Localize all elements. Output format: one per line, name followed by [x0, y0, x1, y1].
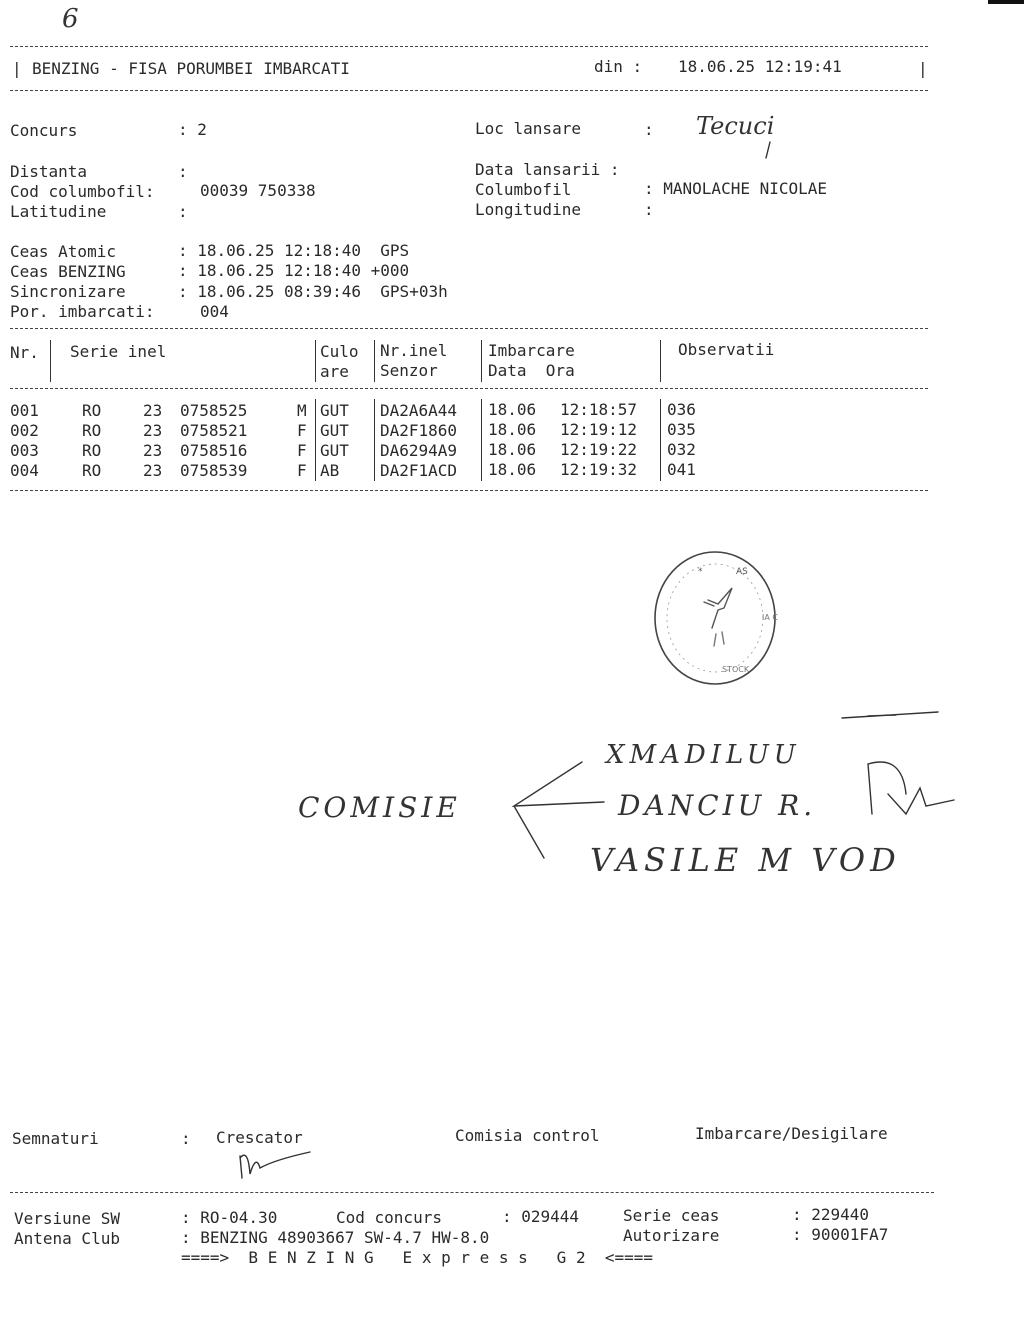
loc-lansare-colon: :	[644, 120, 654, 139]
row-data: 18.06	[488, 400, 537, 419]
ceas-atomic-label: Ceas Atomic	[10, 242, 116, 261]
seal-stamp	[652, 548, 782, 690]
row-tara: RO	[82, 461, 102, 480]
signature-dash	[838, 706, 948, 722]
row-an: 23	[143, 401, 163, 420]
semnaturi-label: Semnaturi	[12, 1129, 99, 1148]
footer-rule	[10, 1192, 934, 1193]
page-number-mark: 6	[62, 4, 79, 34]
col-header-are: are	[320, 362, 349, 381]
benzing-express-banner: ====> B E N Z I N G E x p r e s s G 2 <====	[181, 1248, 654, 1267]
loc-lansare-stroke	[760, 140, 780, 162]
svg-text:AS: AS	[736, 567, 748, 577]
sincronizare-value: : 18.06.25 08:39:46 GPS+03h	[178, 282, 448, 301]
row-tara: RO	[82, 441, 102, 460]
header-left-bar: |	[12, 59, 22, 78]
autorizare-value: : 90001FA7	[792, 1225, 889, 1244]
row-serie: 0758539	[180, 461, 248, 480]
row-an: 23	[143, 421, 163, 440]
row-data: 18.06	[488, 420, 537, 439]
por-imbarcati-value: 004	[200, 302, 229, 321]
antena-club-label: Antena Club	[14, 1229, 120, 1248]
commission-member-2: DANCIU R.	[618, 789, 817, 822]
row-sex: F	[297, 461, 307, 480]
row-obs: 032	[667, 440, 696, 459]
row-an: 23	[143, 441, 163, 460]
commission-member-1: XMADILUU	[606, 740, 801, 770]
col-divider-2	[315, 340, 316, 382]
ceas-benzing-label: Ceas BENZING	[10, 262, 126, 281]
row-culoare: GUT	[320, 441, 349, 460]
cod-columbofil-value: 00039 750338	[200, 181, 316, 200]
row-nr: 003	[10, 441, 39, 460]
row-nr: 002	[10, 421, 39, 440]
row-culoare: GUT	[320, 401, 349, 420]
header-right-bar: |	[918, 59, 928, 78]
cod-columbofil-label: Cod columbofil:	[10, 182, 155, 201]
distanta-label: Distanta	[10, 162, 88, 181]
longitudine-label: Longitudine	[475, 200, 581, 219]
col-header-culo: Culo	[320, 342, 359, 361]
svg-text:STOCK: STOCK	[722, 665, 750, 674]
versiune-sw-label: Versiune SW	[14, 1209, 120, 1228]
col-header-imbarcare: Imbarcare	[488, 341, 575, 360]
row-serie: 0758525	[180, 401, 248, 420]
imbarcare-desigilare-label: Imbarcare/Desigilare	[695, 1124, 888, 1143]
row-sex: M	[297, 401, 307, 420]
autorizare-label: Autorizare	[623, 1226, 720, 1245]
row-obs: 041	[667, 460, 696, 479]
row-nr: 001	[10, 401, 39, 420]
row-obs: 036	[667, 400, 696, 419]
din-value: 18.06.25 12:19:41	[678, 57, 842, 76]
header-bottom-rule	[10, 90, 928, 91]
concurs-value: : 2	[178, 120, 207, 139]
row-tara: RO	[82, 421, 102, 440]
latitudine-colon: :	[178, 202, 188, 221]
por-imbarcati-label: Por. imbarcati:	[10, 302, 155, 321]
row-ora: 12:19:22	[560, 440, 638, 459]
header-top-rule	[10, 46, 928, 47]
row-culoare: AB	[320, 461, 340, 480]
cod-concurs-label: Cod concurs	[336, 1208, 442, 1227]
col-header-senzor: Senzor	[380, 361, 438, 380]
svg-text:*: *	[698, 567, 703, 577]
comisia-control-label: Comisia control	[455, 1126, 600, 1145]
col-divider-4	[481, 340, 482, 382]
edge-mark	[988, 0, 1024, 4]
row-sex: F	[297, 441, 307, 460]
longitudine-colon: :	[644, 200, 654, 219]
serie-ceas-label: Serie ceas	[623, 1206, 720, 1225]
row-serie: 0758521	[180, 421, 248, 440]
row-ora: 12:19:12	[560, 420, 638, 439]
sincronizare-label: Sincronizare	[10, 282, 126, 301]
concurs-label: Concurs	[10, 121, 78, 140]
columbofil-label: Columbofil	[475, 180, 572, 199]
columbofil-value: : MANOLACHE NICOLAE	[644, 179, 828, 198]
row-tara: RO	[82, 401, 102, 420]
comisie-handwritten: COMISIE	[298, 791, 461, 824]
col-header-data-ora: Data Ora	[488, 361, 575, 380]
serie-ceas-value: : 229440	[792, 1205, 870, 1224]
data-lansarii-label: Data lansarii :	[475, 160, 620, 179]
row-culoare: GUT	[320, 421, 349, 440]
ceas-atomic-value: : 18.06.25 12:18:40 GPS	[178, 241, 410, 260]
document-title: BENZING - FISA PORUMBEI IMBARCATI	[32, 59, 350, 78]
crescator-signature	[234, 1146, 318, 1182]
ceas-benzing-value: : 18.06.25 12:18:40 +000	[178, 261, 410, 280]
row-senzor: DA2F1860	[380, 421, 458, 440]
col-divider-5	[660, 340, 661, 382]
member-2-signature	[862, 754, 962, 834]
svg-text:IA C: IA C	[762, 613, 778, 622]
table-bottom-rule	[10, 490, 928, 491]
row-senzor: DA6294A9	[380, 441, 458, 460]
distanta-colon: :	[178, 162, 188, 181]
loc-lansare-label: Loc lansare	[475, 119, 581, 138]
row-divider-imbarcare-left	[481, 399, 482, 481]
loc-lansare-handwritten: Tecuci	[696, 112, 775, 140]
din-label: din :	[594, 57, 643, 76]
col-header-nr: Nr.	[10, 343, 39, 362]
versiune-sw-value: : RO-04.30	[181, 1208, 278, 1227]
crescator-label: Crescator	[216, 1128, 303, 1147]
row-an: 23	[143, 461, 163, 480]
row-ora: 12:19:32	[560, 460, 638, 479]
row-serie: 0758516	[180, 441, 248, 460]
table-header-rule	[10, 388, 928, 389]
col-divider-3	[374, 340, 375, 382]
latitudine-label: Latitudine	[10, 202, 107, 221]
row-senzor: DA2F1ACD	[380, 461, 458, 480]
row-ora: 12:18:57	[560, 400, 638, 419]
table-top-rule	[10, 328, 928, 329]
col-header-observatii: Observatii	[678, 340, 775, 359]
row-data: 18.06	[488, 440, 537, 459]
col-header-serie-inel: Serie inel	[70, 342, 167, 361]
semnaturi-colon: :	[181, 1129, 191, 1148]
row-obs: 035	[667, 420, 696, 439]
antena-club-value: : BENZING 48903667 SW-4.7 HW-8.0	[181, 1228, 490, 1247]
row-senzor: DA2A6A44	[380, 401, 458, 420]
row-data: 18.06	[488, 460, 537, 479]
row-divider-obs-left	[660, 399, 661, 481]
cod-concurs-value: : 029444	[502, 1207, 580, 1226]
row-nr: 004	[10, 461, 39, 480]
commission-member-3: VASILE M VOD	[590, 841, 901, 879]
row-divider-senzor-left	[374, 399, 375, 481]
col-divider-1	[50, 340, 51, 382]
row-sex: F	[297, 421, 307, 440]
col-header-nr-inel: Nr.inel	[380, 341, 448, 360]
row-divider-culoare-left	[315, 399, 316, 481]
